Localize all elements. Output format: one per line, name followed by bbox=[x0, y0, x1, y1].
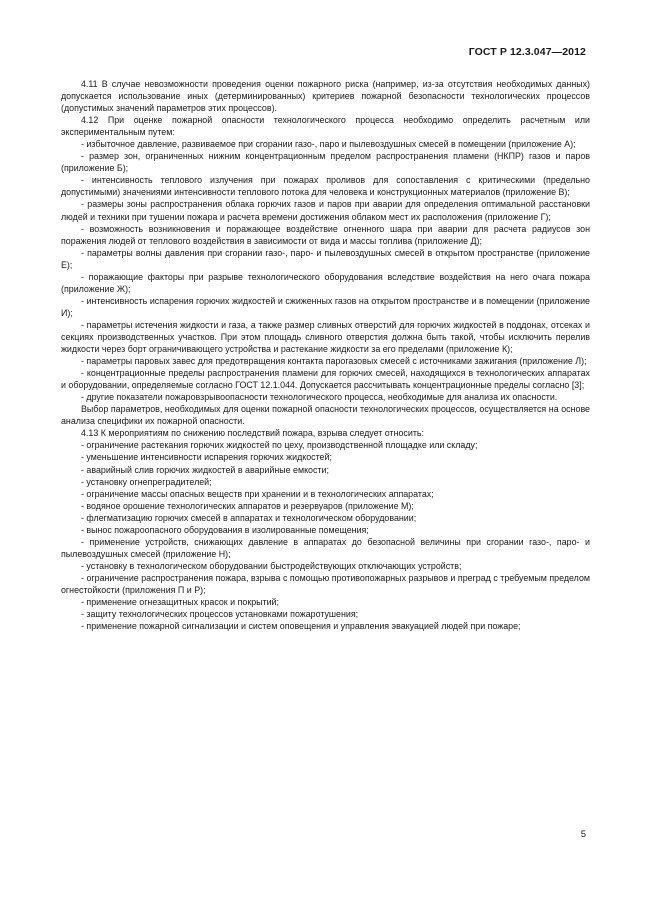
list-item: - уменьшение интенсивности испарения горючих жидкостей; bbox=[81, 452, 332, 463]
body-text bbox=[61, 78, 590, 632]
paragraph: Выбор параметров, необходимых для оценки пожарной опасности технологических процессов, осуществляется на основе анализа специфики их пожарной опасности. bbox=[61, 404, 590, 427]
list-item: - установку огнепреградителей; bbox=[81, 476, 212, 487]
list-item: - параметры паровых завес для предотвращения контакта парогазовых смесей с источниками зажигания (приложение Л); bbox=[81, 356, 587, 367]
list-item: - установку в технологическом оборудовании быстродействующих отключающих устройств; bbox=[81, 560, 462, 571]
list-item: - интенсивность испарения горючих жидкостей и сжиженных газов на открытом пространстве и в помещении (приложение И); bbox=[61, 295, 590, 318]
list-item: - поражающие факторы при разрыве технологического оборудования вследствие воздействия на него очага пожара (приложение Ж); bbox=[61, 271, 590, 294]
list-item: - водяное орошение технологических аппаратов и резервуаров (приложение М); bbox=[81, 500, 414, 511]
list-item: - избыточное давление, развиваемое при сгорании газо-, паро и пылевоздушных смесей в помещении (приложение А); bbox=[81, 139, 576, 150]
list-item: - другие показатели пожаровзрывоопасности технологического процесса, необходимые для анализа их опасности. bbox=[81, 392, 558, 403]
document-code-header: ГОСТ Р 12.3.047—2012 bbox=[468, 46, 586, 58]
list-item: - ограничение растекания горючих жидкостей по цеху, производственной площадке или складу; bbox=[81, 440, 478, 451]
list-item: - флегматизацию горючих смесей в аппаратах и технологическом оборудовании; bbox=[81, 512, 417, 523]
page-number: 5 bbox=[580, 829, 586, 840]
list-item: - параметры волны давления при сгорании газо-, паро- и пылевоздушных смесей в открытом пространстве (приложение Е); bbox=[61, 247, 590, 270]
list-item: - параметры истечения жидкости и газа, а также размер сливных отверстий для горючих жидкостей в поддонах, отсеках и секциях производственных участков. При этом площадь сливного отверстия должна быть такой, чтобы исключить перелив жидкости через борт ограничивающего устройства и растекание жидкости за его пределами (приложение К); bbox=[61, 319, 590, 355]
list-item: - применение огнезащитных красок и покрытий; bbox=[81, 597, 279, 608]
list-item: - защиту технологических процессов установками пожаротушения; bbox=[81, 609, 359, 620]
list-item: - аварийный слив горючих жидкостей в аварийные емкости; bbox=[81, 464, 329, 475]
list-item: - возможность возникновения и поражающее воздействие огненного шара при аварии для расчета радиусов зон поражения людей от теплового воздействия в зависимости от вида и массы топлива (приложение Д); bbox=[61, 223, 590, 246]
list-item: - ограничение массы опасных веществ при хранении и в технологических аппаратах; bbox=[81, 488, 434, 499]
list-item: - вынос пожароопасного оборудования в изолированные помещения; bbox=[81, 524, 369, 535]
list-item: - применение устройств, снижающих давление в аппаратах до безопасной величины при сгорании газо-, паро- и пылевоздушных смесей (приложение Н); bbox=[61, 536, 590, 559]
list-item: - ограничение распространения пожара, взрыва с помощью противопожарных разрывов и преград с требуемым пределом огнестойкости (приложения П и Р); bbox=[61, 572, 590, 595]
paragraph: 4.11 В случае невозможности проведения оценки пожарного риска (например, из-за отсутствия необходимых данных) допускается использование иных (детерминированных) критериев пожарной безопасности технологических процессов (допустимых значений параметров этих процессов). bbox=[61, 79, 590, 114]
list-item: - размер зон, ограниченных нижним концентрационным пределом распространения пламени (НКПР) газов и паров (приложение Б); bbox=[61, 151, 590, 174]
paragraph: 4.13 К мероприятиям по снижению последствий пожара, взрыва следует относить: bbox=[81, 428, 424, 439]
list-item: - концентрационные пределы распространения пламени для горючих смесей, находящихся в технологических аппаратах и оборудовании, определяемые согласно ГОСТ 12.1.044. Допускается рассчитывать концентрационные пределы согласно [3]; bbox=[61, 368, 590, 391]
list-item: - применение пожарной сигнализации и систем оповещения и управления эвакуацией людей при пожаре; bbox=[81, 621, 521, 632]
list-item: - размеры зоны распространения облака горючих газов и паров при аварии для определения оптимальной расстановки людей и техники при тушении пожара и расчета времени достижения облаком мест их расположения (приложение Г); bbox=[61, 199, 590, 222]
list-item: - интенсивность теплового излучения при пожарах проливов для сопоставления с критическими (предельно допустимыми) значениями интенсивности теплового потока для человека и конструкционных материалов (приложение В); bbox=[61, 175, 590, 198]
paragraph: 4.12 При оценке пожарной опасности технологического процесса необходимо определить расчетным или экспериментальным путем: bbox=[61, 115, 590, 138]
